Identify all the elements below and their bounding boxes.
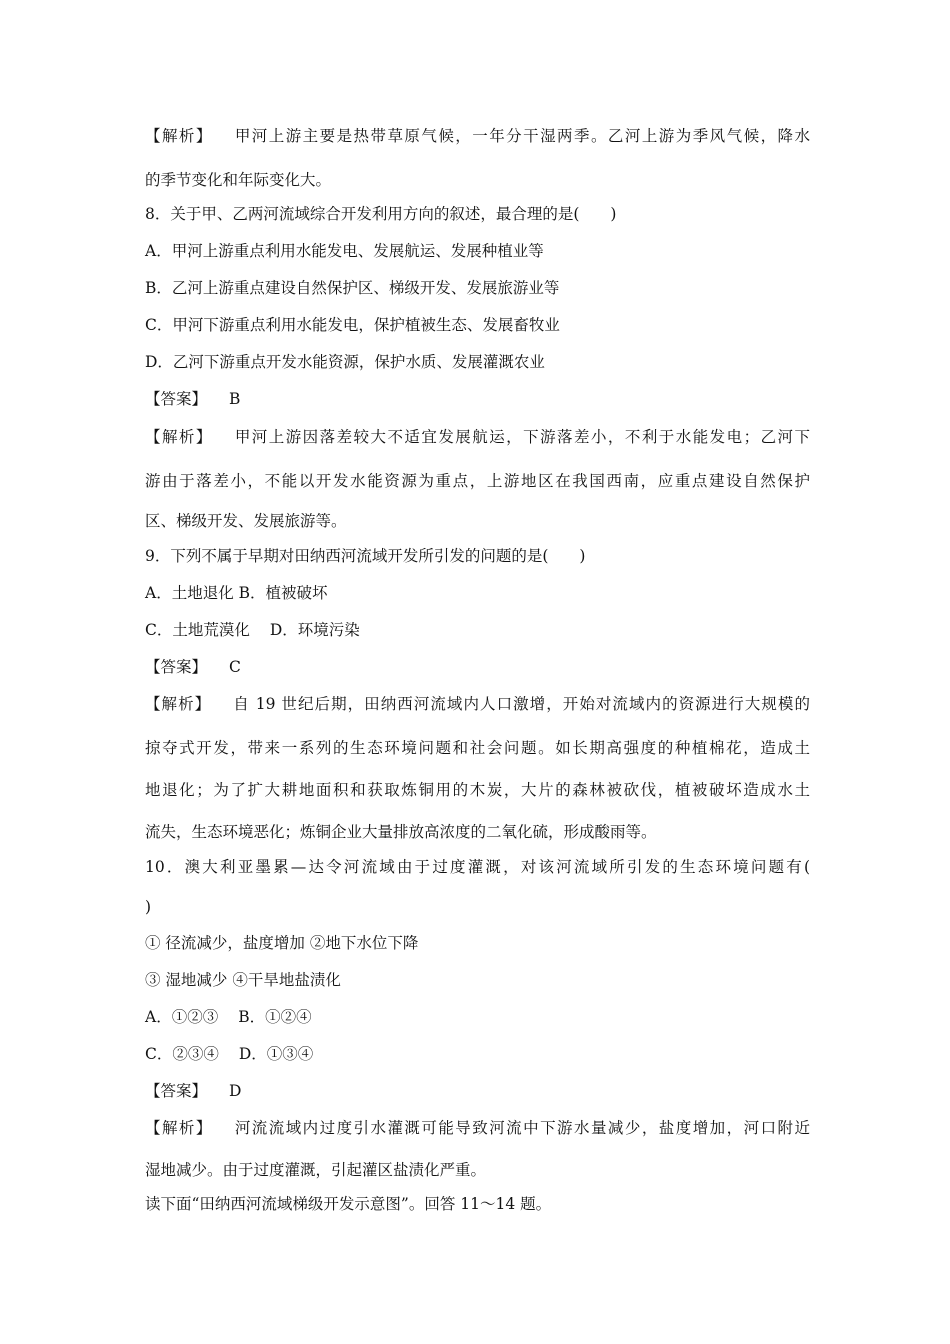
answer-line bbox=[145, 388, 810, 410]
explanation-line: 区、梯级开发、发展旅游等。 bbox=[145, 512, 347, 530]
answer-value: D bbox=[229, 1082, 242, 1100]
option-d: D．环境污染 bbox=[269, 621, 360, 639]
question-items: ① 径流减少，盐度增加 ②地下水位下降 bbox=[145, 934, 419, 952]
answer-tag: 【答案】 bbox=[145, 1082, 208, 1100]
option-b: B．乙河上游重点建设自然保护区、梯级开发、发展旅游业等 bbox=[145, 279, 560, 297]
explanation-tag: 【解析】 bbox=[145, 428, 213, 446]
explanation-line: 流失，生态环境恶化；炼铜企业大量排放高浓度的二氧化硫，形成酸雨等。 bbox=[145, 823, 657, 841]
option-a: A．①②③ bbox=[145, 1008, 219, 1026]
explanation-line: 【解析】 自 19 世纪后期，田纳西河流域内人口激增，开始对流域内的资源进行大规模的 bbox=[145, 695, 810, 713]
explanation-line: 的季节变化和年际变化大。 bbox=[145, 171, 332, 189]
explanation-tag: 【解析】 bbox=[145, 1119, 213, 1137]
explanation-line: 【解析】 甲河上游因落差较大不适宜发展航运，下游落差小，不利于水能发电；乙河下 bbox=[145, 428, 810, 446]
explanation-line: 【解析】 甲河上游主要是热带草原气候，一年分干湿两季。乙河上游为季风气候，降水 bbox=[145, 127, 810, 145]
answer-tag: 【答案】 bbox=[145, 390, 208, 408]
option-c: C．②③④ bbox=[145, 1045, 219, 1063]
answer-line bbox=[145, 656, 810, 678]
question-stem: 9．下列不属于早期对田纳西河流域开发所引发的问题的是( ) bbox=[145, 547, 586, 565]
explanation-line: 游由于落差小，不能以开发水能资源为重点，上游地区在我国西南，应重点建设自然保护 bbox=[145, 472, 810, 490]
option-a-b: A．土地退化 B．植被破坏 bbox=[145, 584, 328, 602]
answer-value: B bbox=[229, 390, 241, 408]
explanation-line: 湿地减少。由于过度灌溉，引起灌区盐渍化严重。 bbox=[145, 1161, 487, 1179]
question-items: ③ 湿地减少 ④干旱地盐渍化 bbox=[145, 971, 341, 989]
option-c: C．土地荒漠化 bbox=[145, 621, 250, 639]
option-c-d bbox=[145, 619, 810, 641]
option-c: C．甲河下游重点利用水能发电，保护植被生态、发展畜牧业 bbox=[145, 316, 560, 334]
explanation-line: 掠夺式开发，带来一系列的生态环境问题和社会问题。如长期高强度的种植棉花，造成土 bbox=[145, 739, 810, 757]
answer-line bbox=[145, 1080, 810, 1102]
option-a-b bbox=[145, 1006, 810, 1028]
option-a: A．甲河上游重点利用水能发电、发展航运、发展种植业等 bbox=[145, 242, 544, 260]
explanation-line: 地退化；为了扩大耕地面积和获取炼铜用的木炭，大片的森林被砍伐，植被破坏造成水土 bbox=[145, 781, 810, 799]
question-stem: 8．关于甲、乙两河流域综合开发利用方向的叙述，最合理的是( ) bbox=[145, 205, 617, 223]
section-intro: 读下面“田纳西河流域梯级开发示意图”。回答 11～14 题。 bbox=[145, 1195, 552, 1213]
explanation-tag: 【解析】 bbox=[145, 127, 213, 145]
option-b: B．①②④ bbox=[238, 1008, 312, 1026]
question-stem: 10．澳大利亚墨累—达令河流域由于过度灌溉，对该河流域所引发的生态环境问题有( bbox=[145, 858, 810, 876]
answer-tag: 【答案】 bbox=[145, 658, 208, 676]
explanation-line: 【解析】 河流流域内过度引水灌溉可能导致河流中下游水量减少，盐度增加，河口附近 bbox=[145, 1119, 810, 1137]
option-d: D．乙河下游重点开发水能资源，保护水质、发展灌溉农业 bbox=[145, 353, 545, 371]
option-c-d bbox=[145, 1043, 810, 1065]
question-stem: ) bbox=[145, 898, 152, 916]
answer-value: C bbox=[229, 658, 241, 676]
explanation-tag: 【解析】 bbox=[145, 695, 212, 713]
option-d: D．①③④ bbox=[238, 1045, 314, 1063]
